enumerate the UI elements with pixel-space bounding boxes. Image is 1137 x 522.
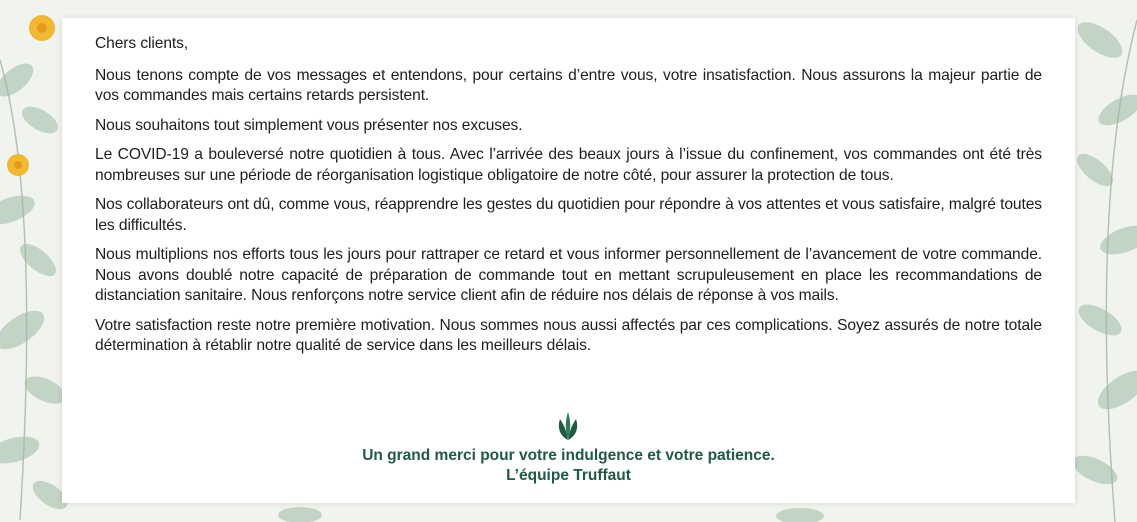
- signature: L’équipe Truffaut: [506, 467, 631, 484]
- paragraph: Le COVID-19 a bouleversé notre quotidien à tous. Avec l’arrivée des beaux jours à l’issue du confinement, vos commandes ont été très nombreuses sur une période de réorganisation logistique obligatoire de notre côté, pour assurer la protection de tous.: [95, 146, 1042, 184]
- paragraph: Nous souhaitons tout simplement vous présenter nos excuses.: [95, 116, 523, 134]
- letter-card: [62, 18, 1075, 503]
- paragraph: Nos collaborateurs ont dû, comme vous, réapprendre les gestes du quotidien pour répondre à vos attentes et vous satisfaire, malgré toutes les difficultés.: [95, 196, 1042, 234]
- signature-block: [62, 446, 1075, 486]
- paragraph: Votre satisfaction reste notre première motivation. Nous sommes nous aussi affectés par ces complications. Soyez assurés de notre totale détermination à rétablir notre qualité de service dans les meilleurs délais.: [95, 316, 1042, 354]
- letter-body: [95, 34, 1042, 366]
- truffaut-leaf-logo-icon: [551, 411, 585, 441]
- paragraph: Nous multiplions nos efforts tous les jours pour rattraper ce retard et vous informer personnellement de l’avancement de votre commande. Nous avons doublé notre capacité de préparation de commande tout en mettant scrupuleusement en place les recommandations de distanciation sanitaire. Nous renforçons notre service client afin de réduire nos délais de réponse à vos mails.: [95, 246, 1042, 304]
- closing-line: Un grand merci pour votre indulgence et votre patience.: [362, 447, 775, 464]
- paragraph: Nous tenons compte de vos messages et entendons, pour certains d’entre vous, votre insatisfaction. Nous assurons la majeur partie de vos commandes mais certains retards persistent.: [95, 66, 1042, 104]
- greeting: Chers clients,: [95, 35, 189, 52]
